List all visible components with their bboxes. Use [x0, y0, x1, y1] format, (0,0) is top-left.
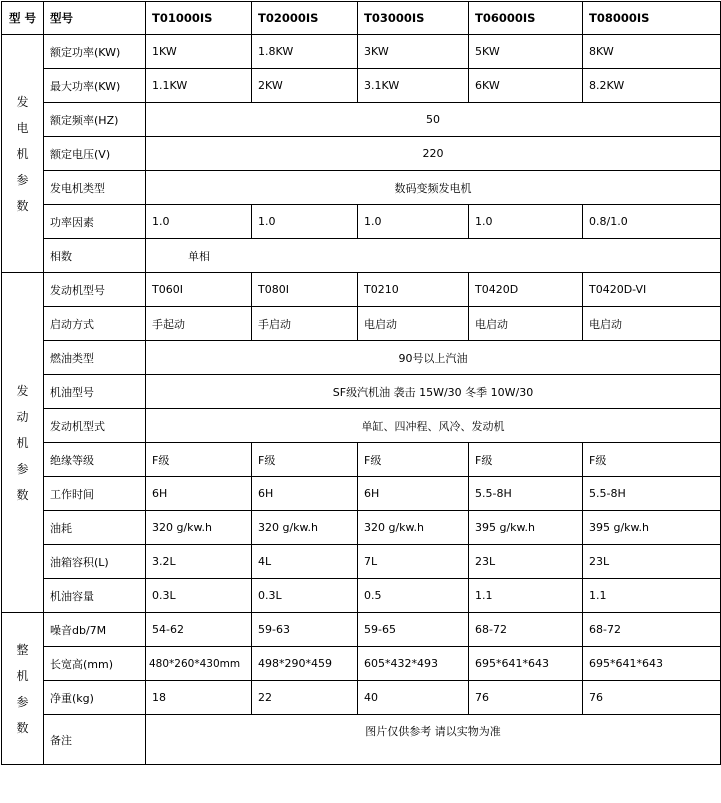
cell-value: 59-63 [252, 613, 358, 647]
table-row [2, 409, 721, 443]
table-row [2, 545, 721, 579]
row-label: 额定电压(V) [44, 137, 146, 171]
cell-value: 1.0 [146, 205, 252, 239]
cell-value: 40 [358, 681, 469, 715]
section-whole [2, 613, 44, 765]
table-row [2, 35, 721, 69]
header-model-cell: T06000IS [469, 2, 583, 35]
cell-value: 6H [358, 477, 469, 511]
cell-value: 320 g/kw.h [358, 511, 469, 545]
cell-value: 5.5-8H [583, 477, 721, 511]
table-row [2, 477, 721, 511]
section-label-vertical: 发电机参数 [16, 94, 29, 213]
cell-value: 54-62 [146, 613, 252, 647]
cell-value: F级 [583, 443, 721, 477]
row-label: 绝缘等级 [44, 443, 146, 477]
merged-cell-value: 单缸、四冲程、风冷、发动机 [146, 409, 721, 443]
table-row [2, 681, 721, 715]
merged-cell-value: SF级汽机油 袭击 15W/30 冬季 10W/30 [146, 375, 721, 409]
merged-cell-value: 90号以上汽油 [146, 341, 721, 375]
cell-value: 1.0 [469, 205, 583, 239]
table-row [2, 171, 721, 205]
cell-value: 8KW [583, 35, 721, 69]
cell-value: F级 [358, 443, 469, 477]
row-label: 备注 [44, 715, 146, 765]
table-row [2, 103, 721, 137]
cell-value: F级 [252, 443, 358, 477]
cell-value: 3KW [358, 35, 469, 69]
cell-value: 320 g/kw.h [252, 511, 358, 545]
header-model-cell: T03000IS [358, 2, 469, 35]
merged-cell-value: 图片仅供参考 请以实物为准 [146, 715, 721, 765]
cell-value: F级 [469, 443, 583, 477]
cell-value: 1.1 [469, 579, 583, 613]
cell-value: 76 [469, 681, 583, 715]
cell-value: 23L [583, 545, 721, 579]
cell-value: 23L [469, 545, 583, 579]
table-row [2, 307, 721, 341]
cell-value: 22 [252, 681, 358, 715]
table-row [2, 137, 721, 171]
row-label: 相数 [44, 239, 146, 273]
cell-value: T0420D [469, 273, 583, 307]
section-engine [2, 273, 44, 613]
cell-value: 1.8KW [252, 35, 358, 69]
row-label: 燃油类型 [44, 341, 146, 375]
table-row [2, 341, 721, 375]
cell-value: 0.5 [358, 579, 469, 613]
cell-value: 手起动 [146, 307, 252, 341]
cell-value: 0.8/1.0 [583, 205, 721, 239]
cell-value: 电启动 [358, 307, 469, 341]
row-label: 发电机类型 [44, 171, 146, 205]
header-row [2, 2, 721, 35]
header-section-cell: 型 号 [2, 2, 44, 35]
cell-value: T060I [146, 273, 252, 307]
table-row [2, 375, 721, 409]
merged-cell-value: 50 [146, 103, 721, 137]
merged-cell-value: 220 [146, 137, 721, 171]
section-generator [2, 35, 44, 273]
row-label: 净重(kg) [44, 681, 146, 715]
cell-value: 68-72 [583, 613, 721, 647]
section-label-vertical: 整机参数 [16, 642, 29, 735]
row-label: 机油容量 [44, 579, 146, 613]
row-label: 发动机型号 [44, 273, 146, 307]
table-row [2, 647, 721, 681]
cell-value: 3.2L [146, 545, 252, 579]
cell-value: 1.1 [583, 579, 721, 613]
row-label: 额定功率(KW) [44, 35, 146, 69]
merged-cell-value: 数码变频发电机 [146, 171, 721, 205]
row-label: 油箱容积(L) [44, 545, 146, 579]
cell-value: 480*260*430mm [146, 647, 252, 681]
cell-value: 手启动 [252, 307, 358, 341]
row-label: 启动方式 [44, 307, 146, 341]
cell-value: 76 [583, 681, 721, 715]
cell-value: 6KW [469, 69, 583, 103]
spec-table [1, 1, 721, 765]
section-label-vertical: 发动机参数 [16, 383, 29, 502]
cell-value: 395 g/kw.h [469, 511, 583, 545]
table-row [2, 715, 721, 765]
cell-value: 5.5-8H [469, 477, 583, 511]
cell-value: 2KW [252, 69, 358, 103]
cell-value: 498*290*459 [252, 647, 358, 681]
header-model-cell: T02000IS [252, 2, 358, 35]
cell-value: 695*641*643 [583, 647, 721, 681]
table-row [2, 239, 721, 273]
cell-value: 电启动 [583, 307, 721, 341]
cell-value: 4L [252, 545, 358, 579]
cell-value: 0.3L [146, 579, 252, 613]
cell-value: 18 [146, 681, 252, 715]
cell-value: 1KW [146, 35, 252, 69]
cell-value: 1.0 [358, 205, 469, 239]
cell-value: 320 g/kw.h [146, 511, 252, 545]
row-label: 机油型号 [44, 375, 146, 409]
row-label: 油耗 [44, 511, 146, 545]
table-row [2, 205, 721, 239]
cell-value: 7L [358, 545, 469, 579]
table-row [2, 511, 721, 545]
cell-value: 395 g/kw.h [583, 511, 721, 545]
header-param-cell: 型号 [44, 2, 146, 35]
cell-value: 5KW [469, 35, 583, 69]
row-label: 最大功率(KW) [44, 69, 146, 103]
cell-value: T0210 [358, 273, 469, 307]
row-label: 额定频率(HZ) [44, 103, 146, 137]
cell-value: 1.0 [252, 205, 358, 239]
table-row [2, 443, 721, 477]
cell-value: F级 [146, 443, 252, 477]
cell-value: 电启动 [469, 307, 583, 341]
cell-value: 6H [146, 477, 252, 511]
cell-value: 68-72 [469, 613, 583, 647]
cell-value: T0420D-VI [583, 273, 721, 307]
cell-value: T080I [252, 273, 358, 307]
row-label: 工作时间 [44, 477, 146, 511]
table-row [2, 613, 721, 647]
table-row [2, 579, 721, 613]
row-label: 噪音db/7M [44, 613, 146, 647]
cell-value: 59-65 [358, 613, 469, 647]
header-model-cell: T01000IS [146, 2, 252, 35]
cell-value: 8.2KW [583, 69, 721, 103]
cell-value: 605*432*493 [358, 647, 469, 681]
cell-value: 6H [252, 477, 358, 511]
table-row [2, 273, 721, 307]
row-label: 功率因素 [44, 205, 146, 239]
cell-value: 695*641*643 [469, 647, 583, 681]
row-label: 发动机型式 [44, 409, 146, 443]
table-row [2, 69, 721, 103]
merged-cell-value: 单相 [146, 239, 721, 273]
row-label: 长宽高(mm) [44, 647, 146, 681]
cell-value: 0.3L [252, 579, 358, 613]
cell-value: 1.1KW [146, 69, 252, 103]
cell-value: 3.1KW [358, 69, 469, 103]
header-model-cell: T08000IS [583, 2, 721, 35]
